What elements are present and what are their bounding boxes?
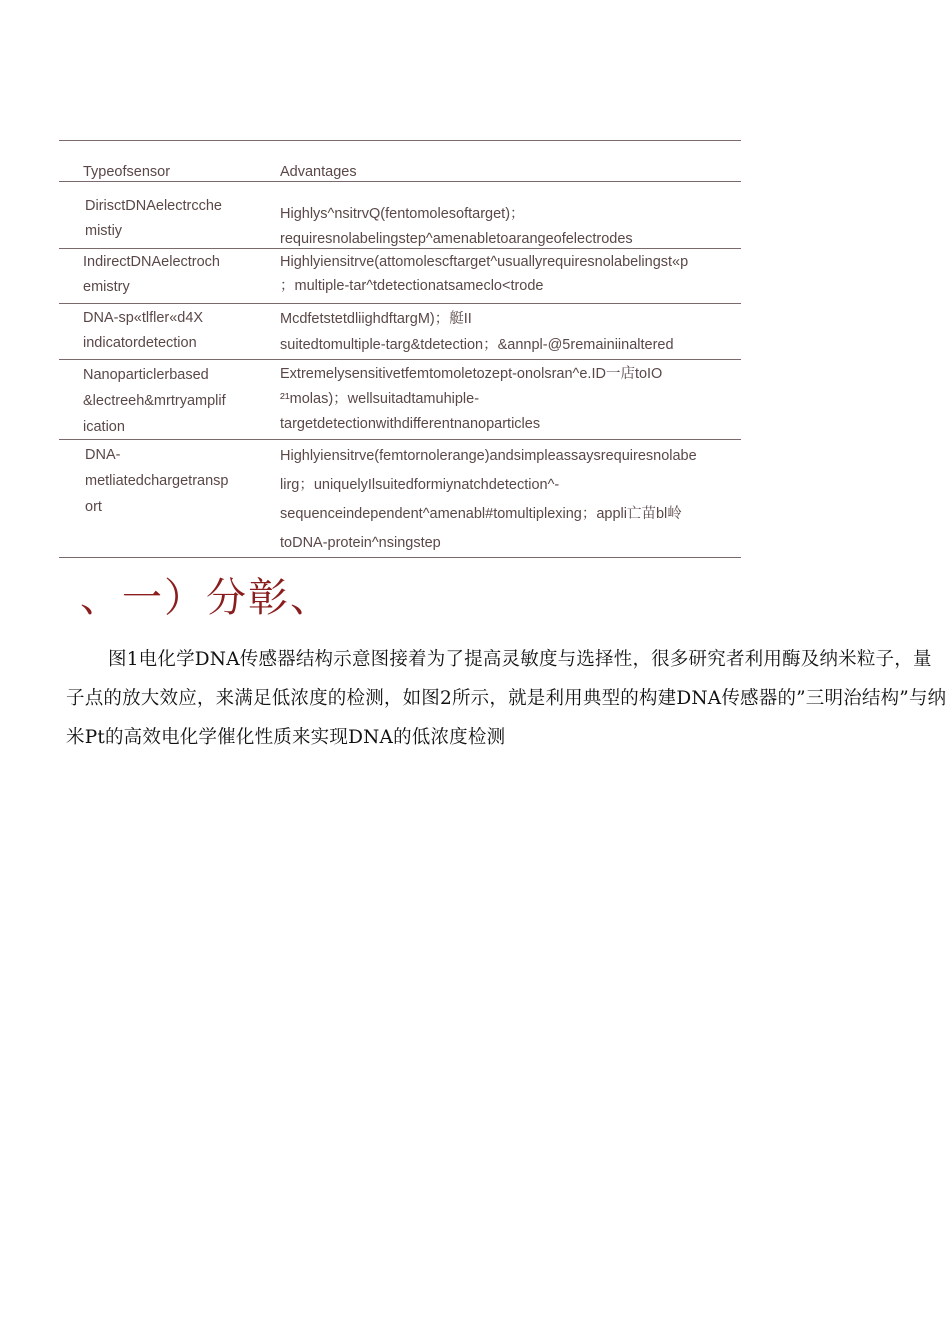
advantages-cell: McdfetstetdliighdftargM)；艇II suitedtomultiple-targ&tdetection；&annpl-@5remainiinaltered [280,311,674,353]
sensor-type-cell: DNA- metliatedchargetransp ort [85,447,229,515]
section-heading: 、一）分彰、 [80,575,332,621]
table-row [59,249,741,304]
sensor-comparison-table [59,140,741,558]
body-paragraph: 图1电化学DNA传感器结构示意图接着为了提高灵敏度与选择性，很多研究者利用酶及纳米粒子，量子点的放大效应，来满足低浓度的检测，如图2所示，就是利用典型的构建DNA传感器的”三明治结构”与纳米Pt的高效电化学催化性质来实现DNA的低浓度检测 [66,649,947,748]
table-row [59,304,741,360]
header-advantages: Advantages [280,164,357,180]
advantages-cell: Highlys^nsitrvQ(fentomolesoftarget)； requiresnolabelingstep^amenabletoarangeofelectrodes [280,206,633,247]
table-row [59,182,741,249]
header-type-of-sensor: Typeofsensor [83,164,171,180]
table-row [59,360,741,440]
sensor-type-cell: Nanoparticlerbased &lectreeh&mrtryamplif ication [83,367,226,435]
sensor-type-cell: IndirectDNAelectroch emistry [83,254,220,295]
sensor-type-cell: DNA-sp«tlfler«d4X indicatordetection [83,310,204,351]
advantages-cell: Highlyiensitrve(attomolescftarget^usuallyrequiresnolabelingst«p ；multiple-tar^tdetectionatsameclo<trode [280,254,689,294]
table-row [59,440,741,558]
advantages-cell: Extremelysensitivetfemtomoletozept-onolsran^e.ID一店toIO ²¹molas)；wellsuitadtamuhiple- targetdetectionwithdifferentnanoparticles [280,366,663,432]
sensor-type-cell: DirisctDNAelectrcche mistiy [85,198,222,239]
table-header [59,141,741,182]
advantages-cell: Highlyiensitrve(femtornolerange)andsimpleassaysrequiresnolabe lirg；uniquelyIlsuitedformiynatchdetection^- sequenceindependent^amenabl#tomultiplexing；appli亡苗bl岭 toDNA-protein^nsingstep [280,448,697,551]
